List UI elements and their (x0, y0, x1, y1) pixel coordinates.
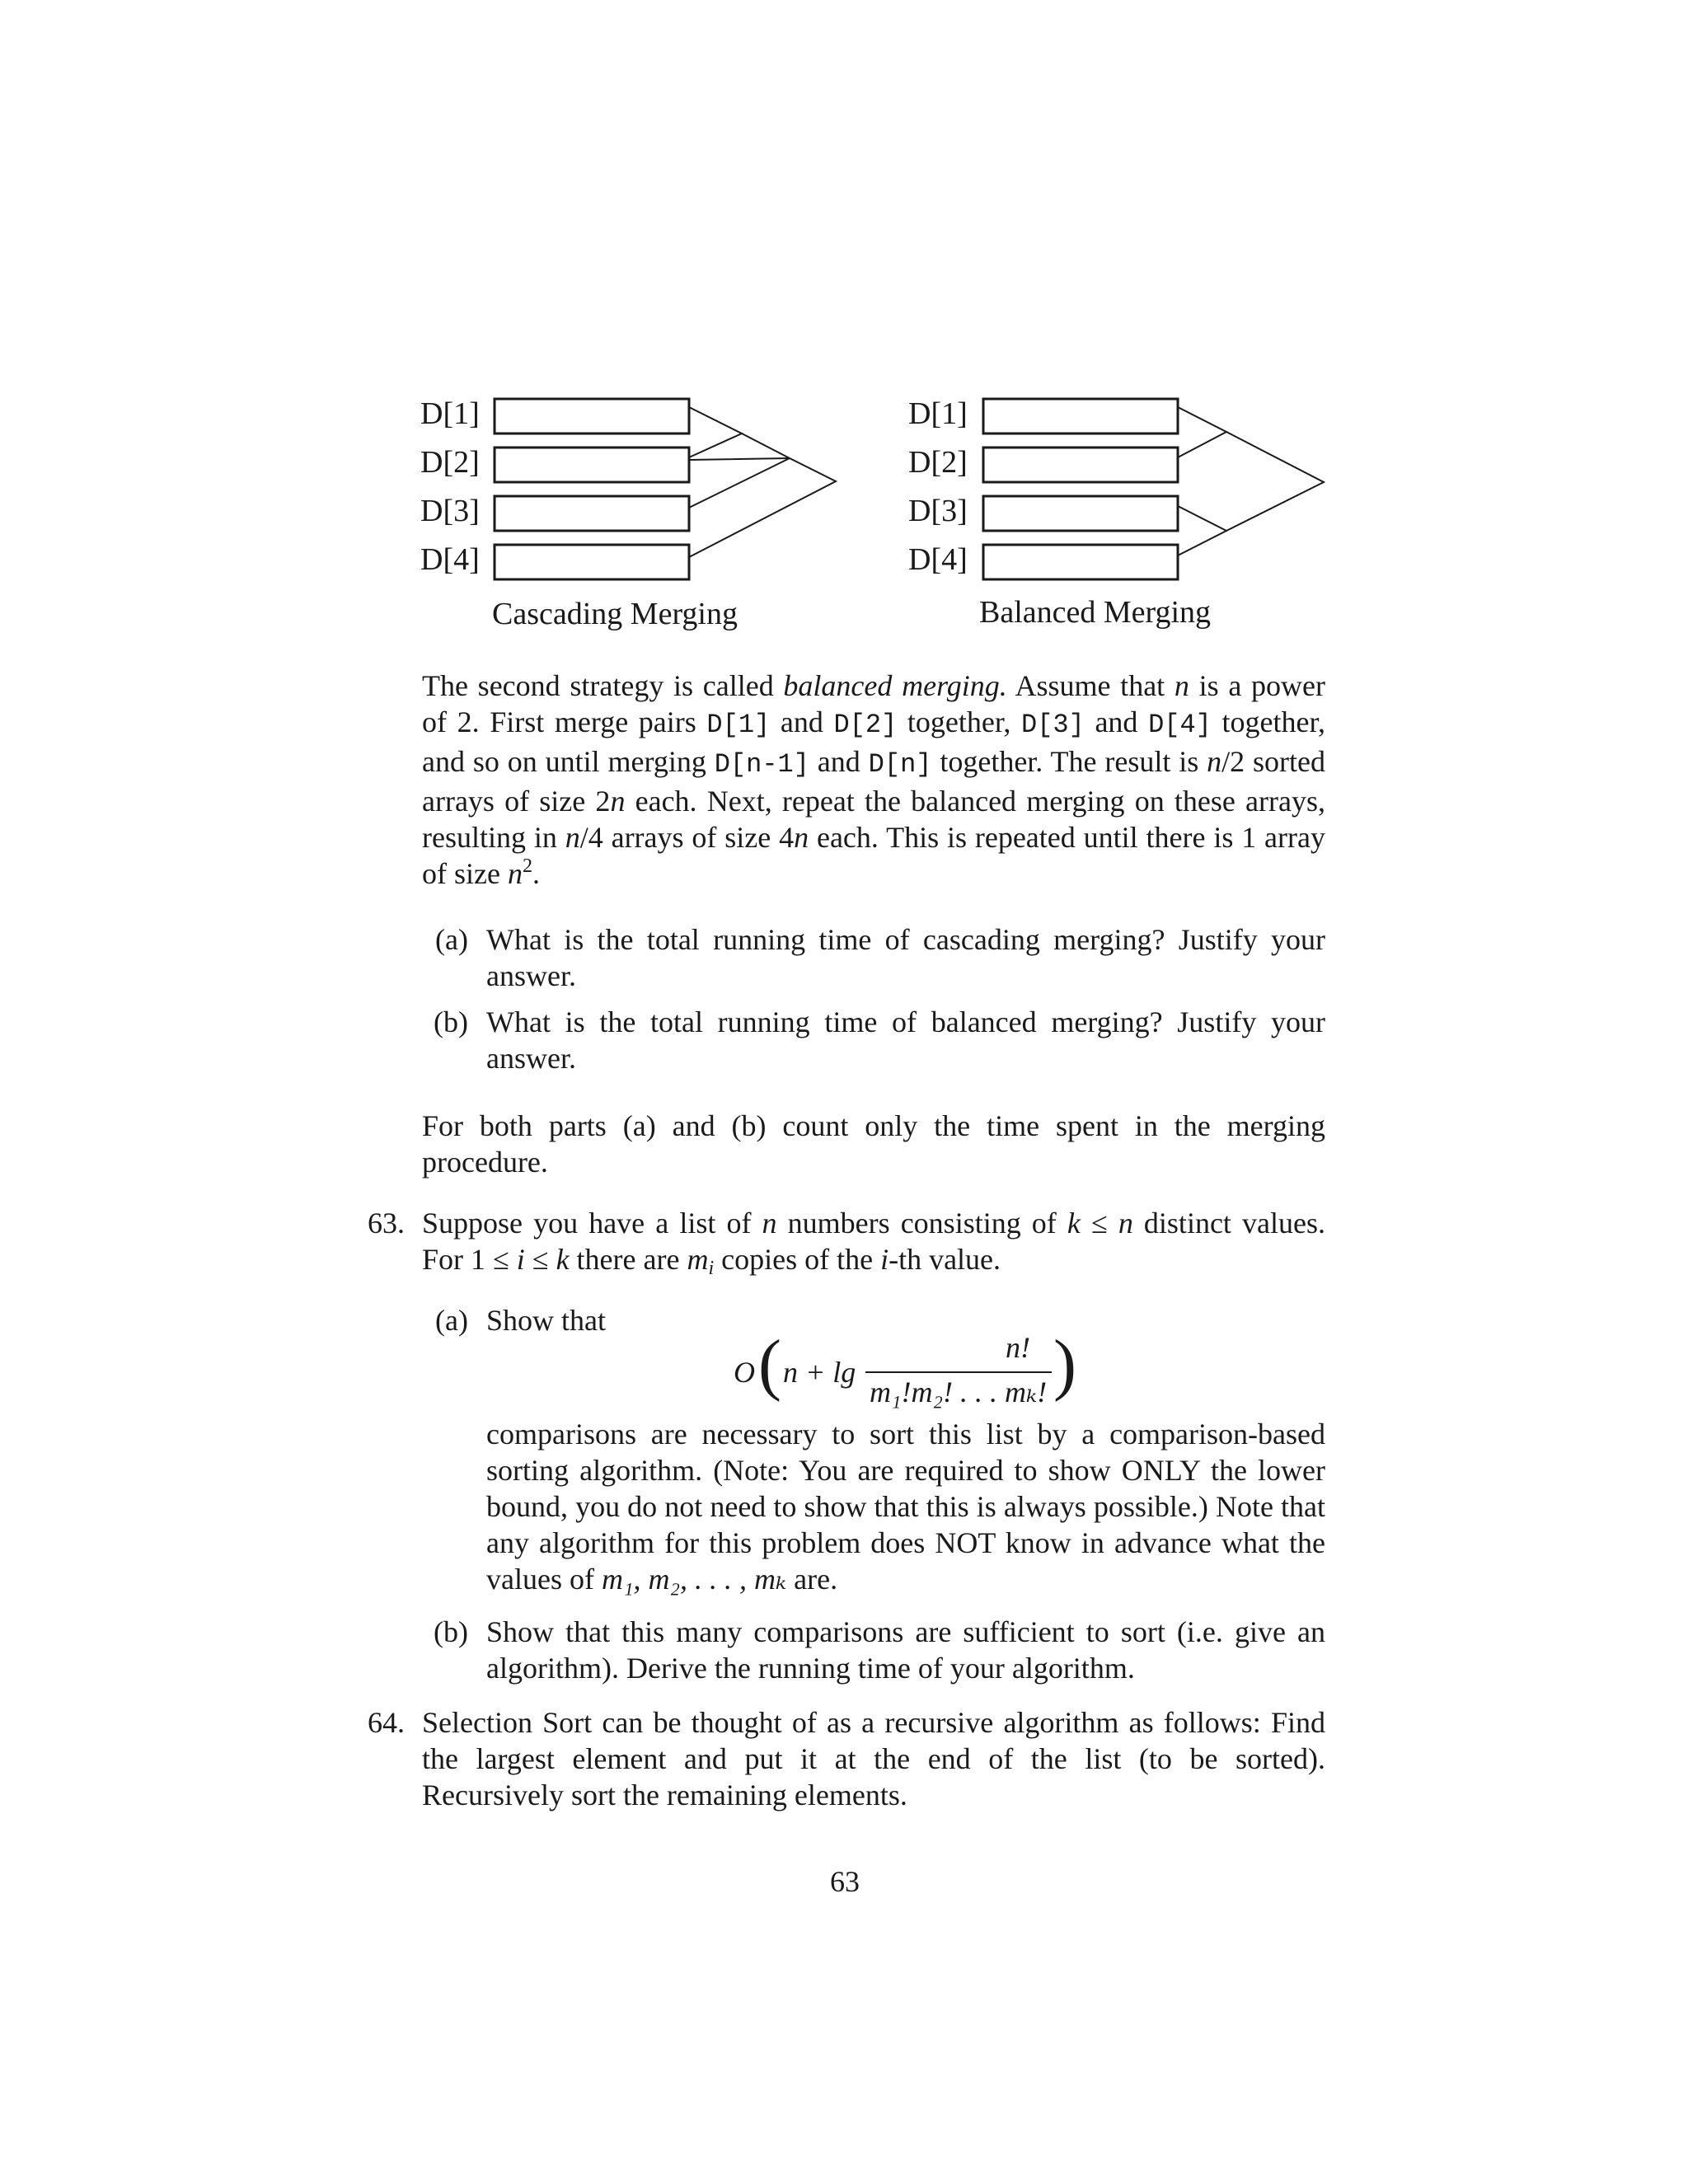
cascade-array-d4 (495, 545, 689, 579)
q62-b-text: What is the total running time of balanced merging? Justify your answer. (486, 1005, 1325, 1075)
fraction-bar (865, 1371, 1052, 1373)
q63-number: 63. (368, 1207, 405, 1240)
cascade-label-d3: D[3] (420, 494, 480, 528)
q64-number: 64. (368, 1706, 405, 1739)
cascade-merge-lines (689, 407, 836, 557)
balanced-array-d4 (983, 545, 1178, 579)
page-number: 63 (830, 1865, 860, 1898)
balanced-caption: Balanced Merging (979, 595, 1212, 630)
cascade-array-d3 (495, 496, 689, 531)
cascade-label-d1: D[1] (420, 396, 480, 431)
cascade-array-d1 (495, 399, 689, 434)
q63-a-text: comparisons are necessary to sort this list by a comparison-based sorting algorithm. (Note: You are required to show ONLY the lower bound, you do not need to show that this is always possible.) Note that any algorithm for this problem does NOT know in advance what the values of m₁, m₂, . . . , mₖ are. (486, 1418, 1325, 1596)
balanced-label-d4: D[4] (908, 542, 968, 577)
q62-a-label: (a) (435, 923, 468, 956)
balanced-merge-lines (1178, 407, 1324, 555)
balanced-array-d1 (983, 399, 1178, 434)
balanced-array-d3 (983, 496, 1178, 531)
cascade-label-d4: D[4] (420, 542, 480, 577)
q63-a-intro: Show that (486, 1304, 607, 1337)
cascade-label-d2: D[2] (420, 445, 480, 480)
q62-note: For both parts (a) and (b) count only the time spent in the merging procedure. (422, 1109, 1325, 1179)
q62-b-label: (b) (434, 1005, 468, 1038)
cascading-caption: Cascading Merging (492, 597, 738, 631)
balanced-label-d3: D[3] (908, 494, 968, 528)
q63-b-label: (b) (434, 1615, 468, 1648)
q63-a-label: (a) (435, 1304, 468, 1337)
q62-a-text: What is the total running time of cascading merging? Justify your answer. (486, 923, 1325, 992)
lower-bound-formula: O ( n + lg n! m₁!m₂! . . . mₖ! ) (734, 1326, 1076, 1408)
balanced-label-d1: D[1] (908, 396, 968, 431)
balanced-array-d2 (983, 448, 1178, 482)
q63-b-text: Show that this many comparisons are sufficient to sort (i.e. give an algorithm). Derive the running time of your algorithm. (486, 1615, 1325, 1685)
q63-intro: Suppose you have a list of n numbers consisting of k ≤ n distinct values. For 1 ≤ i ≤ k there are $m_i$ copies of the i-th value. (422, 1207, 1325, 1279)
q64-text: Selection Sort can be thought of as a recursive algorithm as follows: Find the largest element and put it at the end of the list (to be sorted). Recursively sort the remaining elements. (422, 1706, 1325, 1811)
balanced-label-d2: D[2] (908, 445, 968, 480)
cascade-array-d2 (495, 448, 689, 482)
balanced-merging-paragraph: The second strategy is called balanced merging. Assume that n is a power of 2. First merge pairs D[1] and D[2] together, D[3] and D[4] together, and so on until merging D[n-1] and D[n] together. The result is n/2 sorted arrays of size 2n each. Next, repeat the balanced merging on these arrays, resulting in n/4 arrays of size 4n each. This is repeated until there is 1 array of size $n^2$. (422, 669, 1326, 890)
